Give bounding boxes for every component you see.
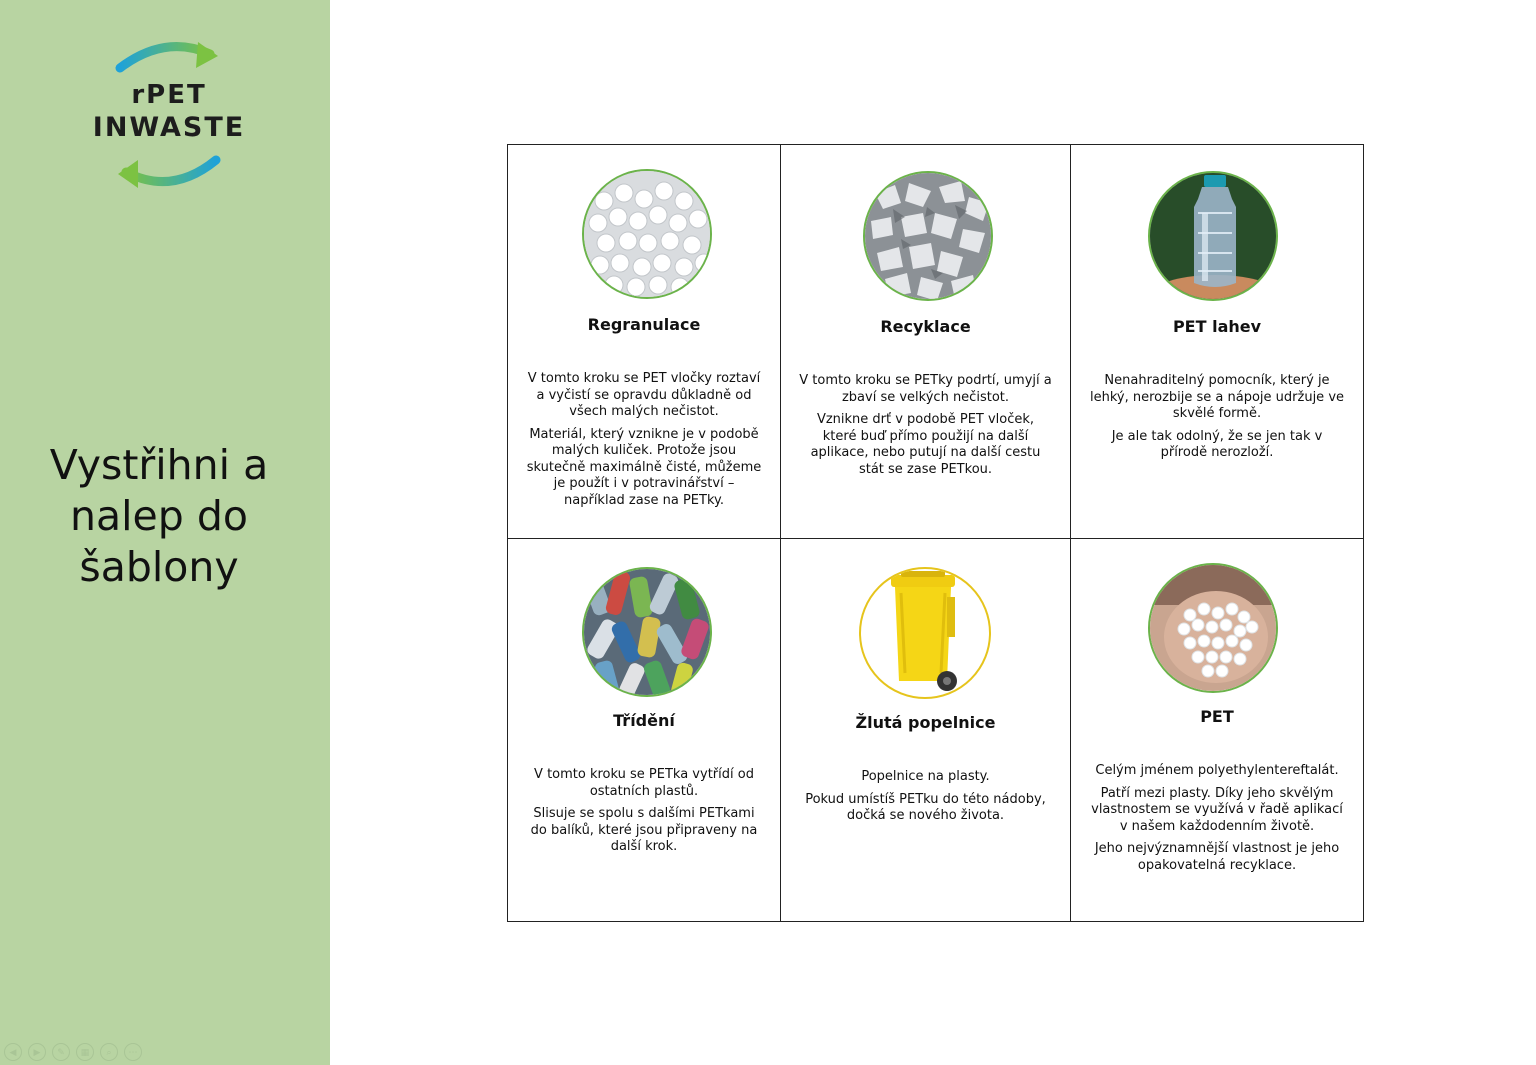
page-title [0, 440, 318, 593]
card-paragraph: Jeho nejvýznamnější vlastnost je jeho opakovatelná recyklace. [1094, 841, 1340, 873]
page-title-line: nalep do [70, 492, 248, 540]
sidebar [0, 0, 330, 1065]
card-grid [507, 144, 1364, 922]
card-description [526, 371, 762, 515]
card-description [1089, 373, 1345, 468]
card-description [526, 767, 762, 862]
slideshow-controls [4, 1043, 142, 1061]
card-paragraph: Materiál, který vznikne je v podobě malých kuliček. Protože jsou skutečně maximálně čisté, můžeme je použít i v potravinářství – například zase na PETky. [526, 426, 762, 508]
card-paragraph: V tomto kroku se PETka vytřídí od ostatních plastů. [534, 767, 754, 799]
card-paragraph: Popelnice na plasty. [861, 769, 990, 784]
card-regranulace [507, 144, 781, 539]
card-paragraph: Patří mezi plasty. Díky jeho skvělým vlastnostem se využívá v řadě aplikací v našem každodenním životě. [1091, 785, 1343, 834]
card-trideni [507, 538, 781, 922]
sorted-bottles-image [582, 567, 712, 697]
card-paragraph: Slisuje se spolu s dalšími PETkami do balíků, které jsou připraveny na další krok. [530, 806, 758, 854]
card-recyklace [780, 144, 1071, 539]
card-pet [1070, 538, 1364, 922]
previous-icon[interactable]: ◀ [4, 1043, 22, 1061]
rpet-inwaste-logo [80, 36, 258, 194]
more-icon[interactable]: ⋯ [124, 1043, 142, 1061]
card-description [799, 373, 1052, 484]
pen-icon[interactable]: ✎ [52, 1043, 70, 1061]
flakes-image [863, 171, 993, 301]
card-title: Žlutá popelnice [855, 713, 996, 732]
card-paragraph: Celým jménem polyethylentereftalát. [1095, 763, 1339, 778]
card-description [1089, 763, 1345, 880]
logo-text-inwaste: INWASTE [92, 112, 246, 143]
card-title: PET [1200, 707, 1234, 726]
card-title: Třídění [613, 711, 675, 730]
card-paragraph: Nenahraditelný pomocník, který je lehký, nerozbije se a nápoje udržuje ve skvělé formě. [1089, 373, 1345, 421]
card-paragraph: Pokud umístíš PETku do této nádoby, dočká se nového života. [805, 791, 1046, 823]
card-title: PET lahev [1172, 317, 1262, 336]
card-pet-lahev [1070, 144, 1364, 539]
card-paragraph: Vznikne drť v podobě PET vloček, které buď přímo použijí na další aplikace, nebo putují na další cestu stát se zase PETkou. [810, 412, 1041, 477]
card-paragraph: V tomto kroku se PETky podrtí, umyjí a zbaví se velkých nečistot. [799, 373, 1052, 405]
logo-text-rpet: rPET [131, 80, 207, 110]
next-icon[interactable]: ▶ [28, 1043, 46, 1061]
slides-icon[interactable]: ▦ [76, 1043, 94, 1061]
card-description [799, 769, 1052, 831]
card-paragraph: V tomto kroku se PET vločky roztaví a vyčistí se opravdu důkladně od všech malých nečistot. [527, 371, 761, 419]
page-title-line: šablony [79, 543, 239, 591]
card-zluta-popelnice [780, 538, 1071, 922]
zoom-icon[interactable]: ⌕ [100, 1043, 118, 1061]
pellets-image [582, 169, 712, 299]
page-title-line: Vystřihni a [49, 441, 269, 489]
yellow-bin-image [859, 567, 991, 699]
card-title: Recyklace [880, 317, 971, 336]
bottle-image [1148, 171, 1278, 301]
card-paragraph: Je ale tak odolný, že se jen tak v přírodě nerozloží. [1111, 428, 1323, 460]
card-title: Regranulace [587, 315, 701, 334]
granules-in-hand-image [1148, 563, 1278, 693]
